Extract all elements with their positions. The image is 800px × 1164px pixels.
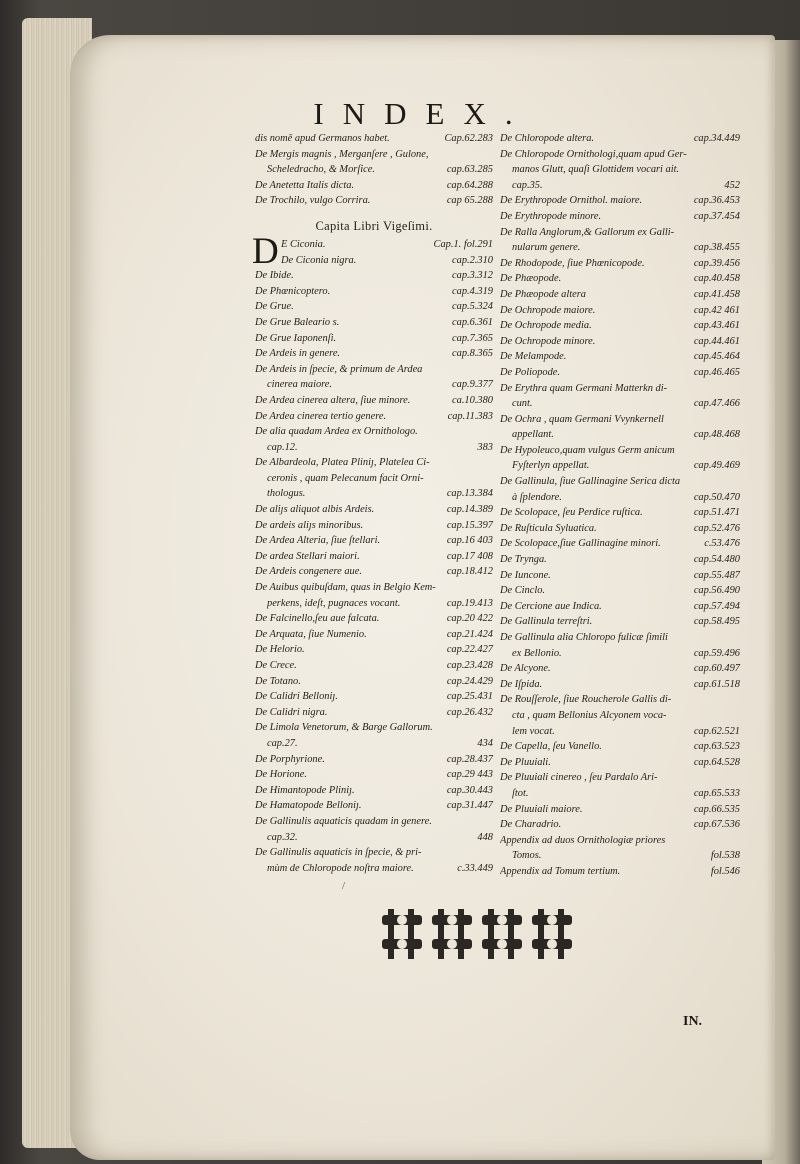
entry-reference: cap.57.494: [693, 600, 740, 612]
index-entry: [500, 193, 740, 209]
entry-reference: cap.45.464: [693, 351, 740, 363]
index-entry: [255, 331, 493, 347]
entry-text: De Pluuiali cinereo , ſeu Pardalo Ari-: [500, 772, 658, 784]
index-entry: [500, 349, 740, 365]
index-entry: [255, 830, 493, 846]
entry-text: De Phæopode altera: [500, 288, 586, 300]
entry-reference: cap.13.384: [446, 488, 493, 500]
index-entry: [255, 486, 493, 502]
index-entry: [500, 677, 740, 693]
entry-text: De Iuncone.: [500, 569, 551, 581]
entry-text: Scheledracho, & Morſice.: [267, 164, 375, 176]
entry-text: De Gallinulis aquaticis in ſpecie, & pri-: [255, 847, 422, 859]
entry-text: De Ardea Alteria, ſiue ſtellari.: [255, 535, 381, 547]
entry-text: De Crece.: [255, 660, 297, 671]
entry-text: De Calidri Belloniȷ.: [255, 691, 338, 703]
entry-reference: cap.52.476: [693, 522, 740, 534]
entry-text: perkens, ideſt, pugnaces vocant.: [267, 597, 401, 609]
index-entry: [500, 552, 740, 568]
entry-text: De Cinclo.: [500, 585, 546, 597]
entry-reference: cap.58.495: [693, 616, 740, 628]
entry-text: De ardea Stellari maiori.: [255, 550, 360, 562]
index-entry: [500, 318, 740, 334]
entry-reference: cap.20 422: [446, 613, 493, 625]
entry-text: De aliȷs aliquot albis Ardeis.: [255, 504, 375, 516]
index-entry: [255, 861, 493, 877]
entry-text: De Trynga.: [500, 554, 547, 566]
entry-text: De Ardeis congenere aue.: [255, 566, 362, 578]
entry-reference: cap.17 408: [446, 550, 493, 562]
entry-text: De Anetetta Italis dicta.: [255, 179, 355, 191]
entry-text: De Falcinello,ſeu aue falcata.: [255, 613, 380, 625]
entry-text: De Helorio.: [255, 644, 305, 656]
index-entry: [500, 443, 740, 459]
entry-text: ſtot.: [512, 787, 529, 799]
index-column-left: [252, 131, 493, 876]
entry-text: E Ciconia.: [281, 238, 326, 250]
index-entry: [255, 147, 493, 163]
entry-text: cap.27.: [267, 737, 298, 749]
index-entry: [255, 346, 493, 362]
entry-reference: cap.63.523: [693, 741, 740, 753]
entry-text: Appendix ad duos Ornithologiæ priores: [500, 834, 666, 846]
entry-text: De Ardea cinerea tertio genere.: [255, 410, 387, 422]
entry-text: De Pluuiali maiore.: [500, 803, 583, 815]
index-entry: [500, 147, 740, 163]
entry-text: cap.32.: [267, 831, 298, 843]
entry-text: De Totano.: [255, 675, 301, 687]
entry-reference: cap.29 443: [446, 769, 493, 781]
index-entry: [255, 720, 493, 736]
index-entry: [500, 396, 740, 412]
entry-text: Tomos.: [512, 850, 542, 862]
index-entry: [255, 362, 493, 378]
entry-text: ceronis , quam Pelecanum facit Orni-: [267, 472, 424, 484]
index-entry: [500, 365, 740, 381]
entry-reference: cap.61.518: [693, 678, 740, 690]
entry-text: ex Bellonio.: [512, 647, 562, 659]
entry-text: nularum genere.: [512, 242, 581, 254]
index-entry: [255, 752, 493, 768]
entry-reference: cap.22.427: [446, 644, 493, 656]
entry-reference: cap.2.310: [452, 254, 493, 266]
index-entry: [255, 284, 493, 300]
entry-reference: cap.44.461: [693, 335, 740, 347]
index-entry: [500, 755, 740, 771]
entry-text: thologus.: [267, 488, 306, 500]
entry-reference: cap.55.487: [693, 569, 740, 581]
entry-text: dis nomē apud Germanos habet.: [255, 133, 390, 144]
entry-reference: cap.67.536: [693, 819, 740, 831]
index-entry: [255, 299, 493, 315]
index-entry: [255, 409, 493, 425]
entry-reference: cap.9.377: [452, 379, 493, 391]
index-entry: [500, 458, 740, 474]
entry-reference: cap.21.424: [446, 628, 493, 640]
index-entry: [500, 770, 740, 786]
entry-reference: cap.28.437: [446, 753, 493, 765]
index-entry: [500, 131, 740, 147]
entry-text: De Ochropode media.: [500, 320, 592, 332]
index-entry: [255, 193, 493, 209]
entry-text: cap.12.: [267, 441, 298, 453]
entry-text: De Poliopode.: [500, 366, 561, 378]
entry-reference: cap.5.324: [452, 301, 493, 313]
index-entry: [255, 237, 493, 253]
entry-text: De Arquata, ſiue Numenio.: [255, 628, 367, 640]
entry-text: De Scolopace, ſeu Perdice ruſtica.: [500, 507, 643, 519]
entry-text: De Ochropode maiore.: [500, 304, 596, 316]
stray-mark: /: [342, 880, 346, 892]
entry-text: De Ochra , quam Germani Vvynkernell: [500, 413, 664, 425]
entry-text: De Himantopode Pliniȷ.: [255, 784, 355, 796]
entry-reference: 448: [477, 831, 493, 843]
entry-reference: cap.62.521: [693, 725, 740, 737]
index-entry: [255, 564, 493, 580]
entry-reference: cap.64.528: [693, 756, 740, 768]
entry-text: De Ardea cinerea altera, ſiue minore.: [255, 394, 411, 406]
entry-reference: cap.49.469: [693, 460, 740, 472]
index-entry: [500, 739, 740, 755]
entry-reference: cap.36.453: [693, 195, 740, 207]
section-heading: Capita Libri Vigeſimi.: [315, 218, 433, 233]
index-entry: [255, 502, 493, 518]
index-entry: [500, 646, 740, 662]
index-entry: [255, 178, 493, 194]
entry-text: De Ciconia nigra.: [281, 254, 357, 266]
index-entry: [255, 845, 493, 861]
entry-reference: cap.59.496: [693, 647, 740, 659]
entry-reference: c.33.449: [457, 862, 493, 874]
entry-reference: Cap.62.283: [444, 133, 493, 144]
entry-reference: cap.34.449: [693, 133, 740, 144]
index-entry: [255, 596, 493, 612]
entry-reference: fol.538: [710, 850, 740, 862]
index-entry: [500, 505, 740, 521]
index-entry: [500, 412, 740, 428]
entry-text: cinerea maiore.: [267, 379, 333, 391]
index-entry: [500, 817, 740, 833]
index-entry: [500, 271, 740, 287]
drop-cap: D: [252, 230, 279, 272]
index-entry: [255, 767, 493, 783]
index-entry: [500, 225, 740, 241]
entry-text: De Gallinula alia Chloropo fulicæ ſimili: [500, 632, 668, 643]
index-entry: [500, 287, 740, 303]
entry-reference: cap.48.468: [693, 429, 740, 441]
index-entry: [500, 848, 740, 864]
entry-text: De alia quadam Ardea ex Ornithologo.: [255, 426, 418, 438]
index-entry: [255, 393, 493, 409]
entry-text: De Hypoleuco,quam vulgus Germ anicum: [500, 444, 675, 456]
entry-text: De ardeis aliȷs minoribus.: [255, 519, 364, 531]
entry-text: De Erythropode minore.: [500, 210, 602, 222]
index-entry: [500, 692, 740, 708]
index-entry: [500, 209, 740, 225]
index-entry: [500, 630, 740, 646]
entry-reference: cap.42 461: [693, 304, 740, 316]
index-entry: [255, 689, 493, 705]
entry-reference: cap.54.480: [693, 554, 740, 566]
entry-text: mùm de Chloropode noſtra maiore.: [267, 862, 414, 874]
entry-reference: 434: [477, 737, 493, 749]
index-entry: [500, 802, 740, 818]
entry-text: De Pluuiali.: [500, 756, 551, 768]
catchword: IN.: [683, 1014, 703, 1029]
entry-text: De Capella, ſeu Vanello.: [500, 741, 602, 753]
entry-reference: cap.30.443: [446, 784, 493, 796]
entry-text: De Chloropode Ornithologi,quam apud Ger-: [500, 148, 687, 160]
entry-reference: cap.23.428: [446, 660, 493, 671]
entry-reference: cap.50.470: [693, 491, 740, 503]
index-entry: [500, 303, 740, 319]
entry-text: De Ruſticula Syluatica.: [500, 522, 597, 534]
index-entry: [500, 568, 740, 584]
entry-text: De Grue.: [255, 301, 294, 313]
ornament-icon: [380, 905, 590, 965]
entry-reference: cap.15.397: [446, 519, 493, 531]
index-entry: [255, 814, 493, 830]
entry-reference: cap.31.447: [446, 800, 493, 812]
entry-reference: cap.26.432: [446, 706, 493, 718]
entry-text: De Mergis magnis , Merganſere , Gulone,: [255, 148, 429, 160]
entry-text: De Auibus quibuſdam, quas in Belgio Kem-: [255, 582, 436, 594]
entry-text: De Grue Baleario s.: [255, 316, 340, 328]
index-entry: [255, 580, 493, 596]
entry-text: cap.35.: [512, 179, 543, 191]
index-entry: [255, 253, 493, 269]
entry-text: Fyſterlyn appellat.: [512, 460, 590, 472]
entry-reference: cap.14.389: [446, 504, 493, 516]
index-entry: [500, 661, 740, 677]
entry-text: De Cercione aue Indica.: [500, 600, 602, 612]
entry-reference: cap.4.319: [452, 285, 493, 297]
entry-reference: cap.65.533: [693, 787, 740, 799]
index-column-right: [500, 131, 740, 880]
entry-reference: ca.10.380: [452, 394, 493, 406]
entry-reference: cap.60.497: [693, 663, 740, 675]
entry-reference: cap.18.412: [446, 566, 493, 578]
entry-text: manos Glutt, quaſi Glottidem vocari ait.: [512, 164, 680, 176]
entry-text: De Ochropode minore.: [500, 335, 596, 347]
index-entry: [255, 440, 493, 456]
entry-text: appellant.: [512, 429, 554, 441]
entry-reference: cap.64.288: [446, 179, 493, 191]
page-title: INDEX.: [313, 96, 532, 131]
entry-reference: cap.24.429: [446, 675, 493, 687]
entry-reference: 383: [477, 441, 493, 453]
entry-text: De Limola Venetorum, & Barge Gallorum.: [255, 722, 433, 734]
index-entry: [255, 518, 493, 534]
entry-text: De Alcyone.: [500, 663, 551, 675]
entry-reference: cap.7.365: [452, 332, 493, 344]
index-entry: [500, 240, 740, 256]
index-entry: [500, 474, 740, 490]
entry-reference: cap.37.454: [693, 210, 740, 222]
entry-reference: cap.6.361: [452, 316, 493, 328]
index-entry: [255, 705, 493, 721]
entry-text: De Hamatopode Belloniȷ.: [255, 800, 362, 812]
index-entry: [500, 599, 740, 615]
entry-text: De Iſpida.: [500, 678, 543, 690]
index-entry: [500, 536, 740, 552]
entry-reference: cap.11.383: [447, 410, 493, 422]
entry-text: De Ralla Anglorum,& Gallorum ex Galli-: [500, 226, 675, 238]
entry-reference: cap.56.490: [693, 585, 740, 597]
index-entry: [255, 162, 493, 178]
entry-text: De Ardeis in ſpecie, & primum de Ardea: [255, 363, 423, 375]
entry-reference: Cap.1. fol.291: [433, 238, 493, 250]
entry-reference: cap.16 403: [446, 535, 493, 547]
index-entry: [255, 533, 493, 549]
entry-reference: cap.19.413: [446, 597, 493, 609]
index-entry: [255, 455, 493, 471]
index-entry: [500, 427, 740, 443]
entry-text: De Phæopode.: [500, 273, 562, 285]
entry-text: De Melampode.: [500, 351, 567, 363]
index-entry: [255, 315, 493, 331]
index-entry: [255, 736, 493, 752]
entry-reference: cap.3.312: [452, 270, 493, 282]
index-entry: [255, 627, 493, 643]
entry-text: De Gallinula terreſtri.: [500, 616, 593, 628]
index-entry: [255, 471, 493, 487]
entry-text: cta , quam Bellonius Alcyonem voca-: [512, 709, 667, 721]
index-entry: [255, 549, 493, 565]
index-entry: [255, 131, 493, 147]
index-entry: [500, 614, 740, 630]
entry-reference: cap.8.365: [452, 348, 493, 360]
entry-reference: cap.39.456: [693, 257, 740, 269]
entry-text: De Calidri nigra.: [255, 706, 328, 718]
entry-text: Appendix ad Tomum tertium.: [500, 865, 621, 877]
index-entry: [255, 658, 493, 674]
index-entry: [255, 642, 493, 658]
index-entry: [500, 583, 740, 599]
index-entry: [255, 611, 493, 627]
entry-text: à ſplendore.: [512, 491, 562, 503]
index-entry: [255, 424, 493, 440]
left-top-entries: [255, 131, 493, 209]
entry-text: De Erythropode Ornithol. maiore.: [500, 195, 643, 207]
section-entries: [252, 230, 493, 876]
index-entry: [255, 674, 493, 690]
entry-reference: cap.47.466: [693, 398, 740, 410]
entry-reference: fol.546: [710, 865, 740, 877]
entry-text: De Albardeola, Platea Pliniȷ, Platelea Ci-: [255, 457, 430, 469]
index-entry: [500, 334, 740, 350]
entry-text: De Phœnicoptero.: [255, 285, 331, 297]
entry-reference: cap.25.431: [446, 691, 493, 703]
entry-text: De Ardeis in genere.: [255, 348, 341, 360]
index-entry: [500, 162, 740, 178]
entry-reference: cap.46.465: [693, 366, 740, 378]
entry-text: De Ibide.: [255, 270, 294, 282]
index-entry: [500, 490, 740, 506]
entry-text: De Rhodopode, ſiue Phœnicopode.: [500, 257, 645, 269]
index-entry: [500, 381, 740, 397]
entry-reference: cap.43.461: [693, 320, 740, 332]
entry-text: De Trochilo, vulgo Corrira.: [255, 195, 371, 207]
index-entry: [500, 833, 740, 849]
entry-text: De Rouſſerole, ſiue Roucherole Gallis di-: [500, 694, 672, 706]
entry-text: De Horione.: [255, 769, 307, 781]
entry-text: lem vocat.: [512, 725, 555, 737]
entry-text: De Chloropode altera.: [500, 133, 594, 144]
index-entry: [500, 256, 740, 272]
index-entry: [255, 798, 493, 814]
entry-text: De Porphyrione.: [255, 753, 325, 765]
index-entry: [500, 521, 740, 537]
entry-reference: c.53.476: [704, 538, 740, 550]
index-entry: [500, 708, 740, 724]
index-entry: [255, 783, 493, 799]
entry-reference: 452: [724, 179, 740, 191]
entry-reference: cap 65.288: [446, 195, 493, 207]
entry-text: cunt.: [512, 398, 533, 410]
entry-reference: cap.41.458: [693, 288, 740, 300]
index-entry: [500, 178, 740, 194]
index-entry: [500, 786, 740, 802]
entry-reference: cap.38.455: [693, 242, 740, 254]
entry-reference: cap.66.535: [693, 803, 740, 815]
entry-text: De Grue Iaponenſi.: [255, 332, 337, 344]
index-entry: [255, 377, 493, 393]
entry-text: De Scolopace,ſiue Gallinagine minori.: [500, 538, 661, 550]
entry-reference: cap.40.458: [693, 273, 740, 285]
entry-text: De Charadrio.: [500, 819, 562, 831]
index-entry: [500, 724, 740, 740]
entry-text: De Erythra quam Germani Matterkn di-: [500, 382, 668, 394]
entry-text: De Gallinula, ſiue Gallinagine Serica dicta: [500, 476, 681, 488]
index-entry: [500, 864, 740, 880]
entry-reference: cap.51.471: [693, 507, 740, 519]
entry-reference: cap.63.285: [446, 164, 493, 176]
entry-text: De Gallinulis aquaticis quadam in genere.: [255, 815, 432, 827]
index-entry: [255, 268, 493, 284]
